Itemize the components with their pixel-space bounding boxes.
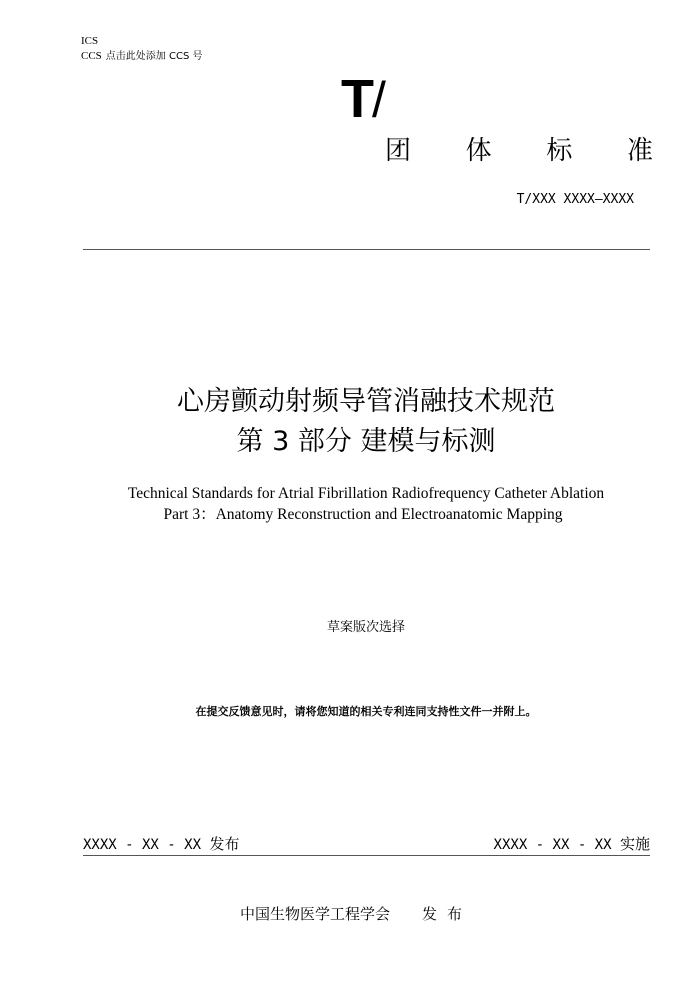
ccs-code-line bbox=[81, 50, 202, 63]
standard-type-char: 准 bbox=[626, 136, 653, 166]
ics-label: ICS bbox=[81, 35, 99, 47]
group-standard-logo bbox=[341, 71, 386, 140]
publisher-name: 中国生物医学工程学会 bbox=[240, 905, 391, 923]
footer-divider bbox=[83, 855, 650, 856]
title-chinese-part: 第 3 部分 建模与标测 bbox=[236, 426, 496, 457]
standard-type-char: 体 bbox=[465, 136, 492, 166]
ccs-label: CCS bbox=[81, 50, 102, 62]
logo-t-letter: T bbox=[341, 69, 372, 129]
title-english-line-2: Part 3：Anatomy Reconstruction and Electroanatomic Mapping bbox=[163, 506, 563, 523]
ics-code-label bbox=[81, 35, 98, 48]
logo-slash: / bbox=[372, 72, 386, 128]
publisher-action: 发布 bbox=[422, 905, 473, 923]
publisher-line bbox=[240, 904, 472, 924]
standard-number: T/XXX XXXX—XXXX bbox=[516, 192, 634, 207]
implementation-date[interactable]: XXXX - XX - XX bbox=[493, 837, 612, 853]
patent-feedback-note: 在提交反馈意见时，请将您知道的相关专利连同支持性文件一并附上。 bbox=[195, 705, 537, 718]
standard-type-char: 标 bbox=[546, 136, 573, 166]
title-chinese-main: 心房颤动射频导管消融技术规范 bbox=[177, 386, 555, 417]
issue-date-line bbox=[83, 835, 239, 854]
implementation-date-line bbox=[494, 835, 650, 854]
ccs-placeholder-hint[interactable]: 点击此处添加 CCS 号 bbox=[105, 51, 203, 62]
header-divider bbox=[83, 249, 650, 250]
standard-type-heading bbox=[385, 134, 653, 168]
title-english-line-1: Technical Standards for Atrial Fibrillation Radiofrequency Catheter Ablation bbox=[127, 485, 605, 502]
draft-version-selector[interactable]: 草案版次选择 bbox=[326, 620, 405, 635]
implementation-label: 实施 bbox=[619, 835, 650, 853]
issue-label: 发布 bbox=[209, 835, 240, 853]
issue-date[interactable]: XXXX - XX - XX bbox=[83, 837, 202, 853]
standard-type-char: 团 bbox=[385, 136, 412, 166]
